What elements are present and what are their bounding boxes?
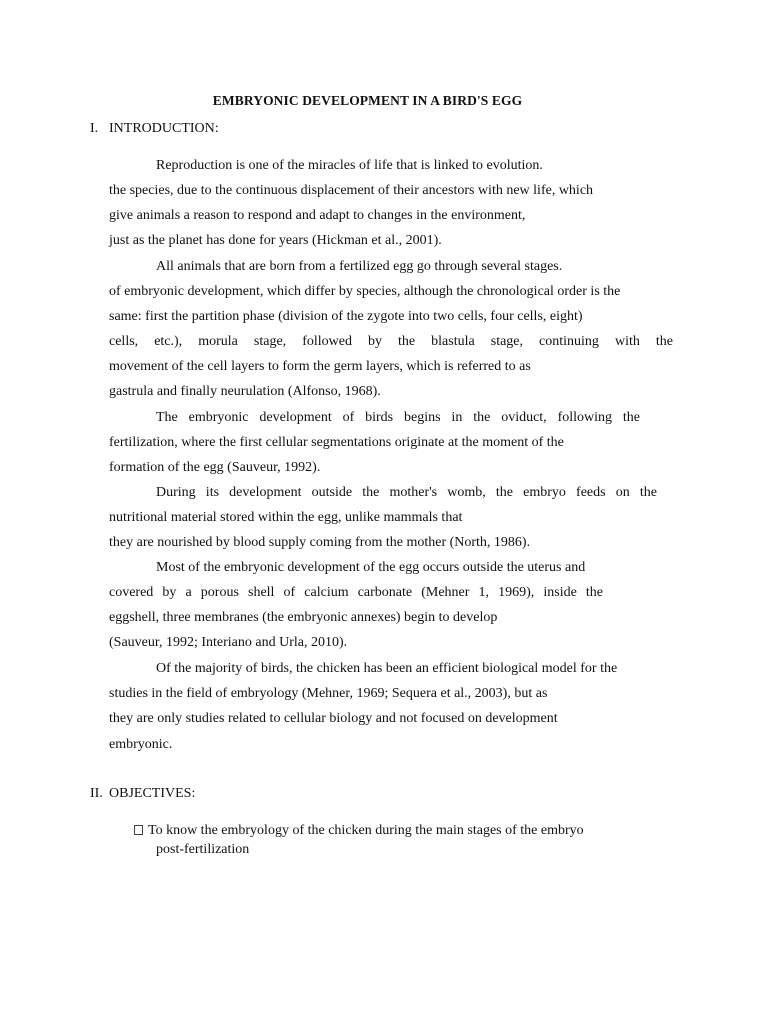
section-title: OBJECTIVES: [109,786,196,801]
paragraph-line: same: first the partition phase (division of the zygote into two cells, four cells, eight) [109,309,583,324]
paragraph-line: covered by a porous shell of calcium carbonate (Mehner 1, 1969), inside the [109,585,603,600]
paragraph-line: movement of the cell layers to form the germ layers, which is referred to as [109,359,531,374]
paragraph-line: the species, due to the continuous displacement of their ancestors with new life, which [109,183,594,198]
section-heading-introduction [90,121,219,137]
paragraph-line: The embryonic development of birds begins in the oviduct, following the [156,410,640,425]
section-title: INTRODUCTION: [109,121,219,136]
objective-continuation: post-fertilization [156,842,250,857]
paragraph-line: All animals that are born from a fertilized egg go through several stages. [156,259,563,274]
section-heading-objectives [90,786,195,802]
paragraph-line: studies in the field of embryology (Mehner, 1969; Sequera et al., 2003), but as [109,686,548,701]
paragraph-line: just as the planet has done for years (Hickman et al., 2001). [109,233,442,248]
paragraph-line: eggshell, three membranes (the embryonic annexes) begin to develop [109,610,498,625]
paragraph-line: they are nourished by blood supply coming from the mother (North, 1986). [109,535,531,550]
paragraph-line: fertilization, where the first cellular segmentations originate at the moment of the [109,435,564,450]
paragraph-line: they are only studies related to cellular biology and not focused on development [109,711,558,726]
section-number: I. [90,121,99,136]
paragraph-line: cells, etc.), morula stage, followed by the blastula stage, continuing with the [109,334,673,349]
paragraph-line: Of the majority of birds, the chicken has been an efficient biological model for the [156,661,618,676]
paragraph-line: (Sauveur, 1992; Interiano and Urla, 2010). [109,635,348,650]
objective-text: To know the embryology of the chicken during the main stages of the embryo [148,823,584,838]
paragraph-line: embryonic. [109,737,173,752]
document-title: EMBRYONIC DEVELOPMENT IN A BIRD'S EGG [212,93,523,108]
section-number: II. [90,786,103,801]
bullet-icon [134,825,143,835]
objective-item [134,823,669,839]
paragraph-line: gastrula and finally neurulation (Alfonso, 1968). [109,384,381,399]
paragraph-line: formation of the egg (Sauveur, 1992). [109,460,321,475]
paragraph-line: give animals a reason to respond and adapt to changes in the environment, [109,208,526,223]
paragraph-line: During its development outside the mother's womb, the embryo feeds on the [156,485,657,500]
paragraph-line: Reproduction is one of the miracles of life that is linked to evolution. [156,158,543,173]
paragraph-line: of embryonic development, which differ by species, although the chronological order is the [109,284,621,299]
paragraph-line: Most of the embryonic development of the egg occurs outside the uterus and [156,560,586,575]
paragraph-line: nutritional material stored within the egg, unlike mammals that [109,510,463,525]
